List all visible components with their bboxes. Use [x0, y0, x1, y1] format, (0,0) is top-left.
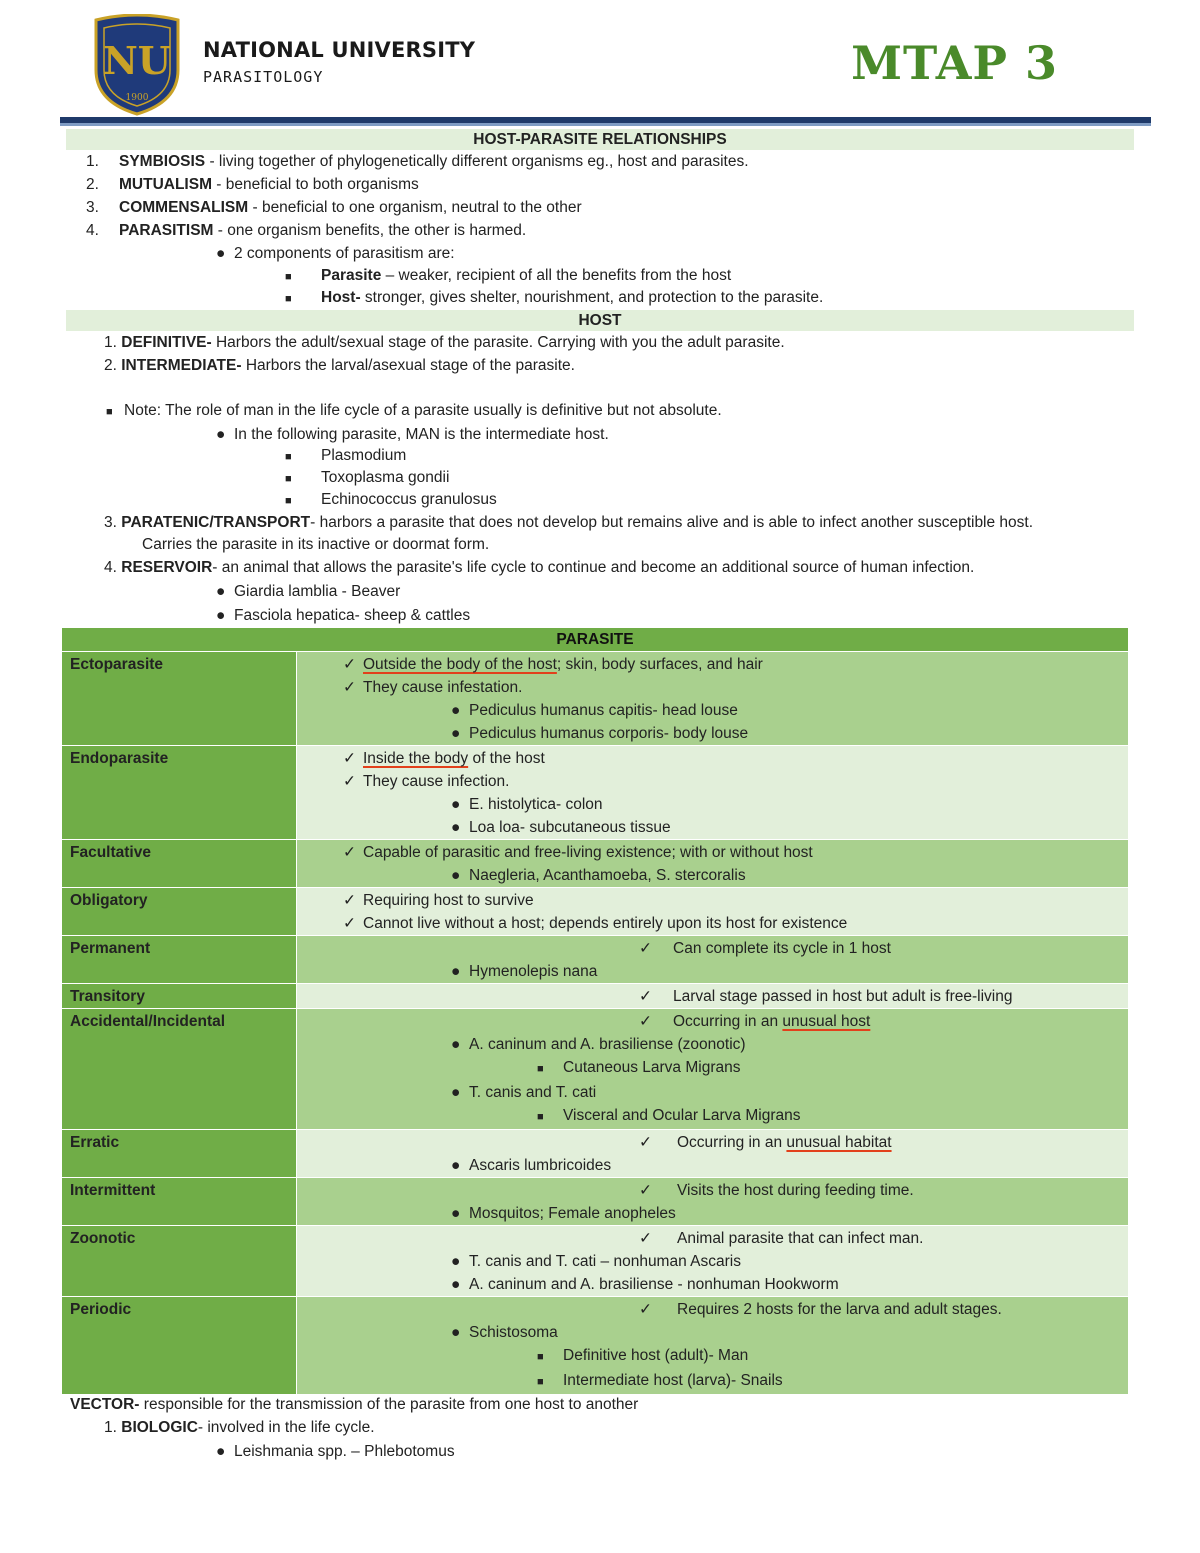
table-row — [62, 1130, 1129, 1178]
table-header-row — [62, 628, 1129, 652]
row-content: ✓ Outside the body of the host; skin, body surfaces, and hair ✓ They cause infestation. ● Pediculus humanus capitis- head louse ● Pediculus humanus corporis- body louse — [297, 652, 1129, 746]
row-label: Zoonotic — [62, 1226, 297, 1297]
list-item: ● 2 components of parasitism are: — [216, 243, 455, 265]
parasite-title: PARASITE — [62, 628, 1129, 652]
row-label: Ectoparasite — [62, 652, 297, 746]
list-item: ● Fasciola hepatica- sheep & cattles — [216, 605, 470, 627]
bullet-icon: ● — [451, 796, 461, 813]
row-content: ✓ Larval stage passed in host but adult is free-living — [297, 984, 1129, 1009]
bullet-icon: ● — [451, 725, 461, 742]
table-row — [62, 1226, 1129, 1297]
logo-year: 1900 — [125, 93, 149, 103]
bullet-icon: ● — [216, 426, 226, 443]
table-row — [62, 746, 1129, 840]
table-row — [62, 1009, 1129, 1130]
row-content: ✓ Occurring in an unusual habitat ● Ascaris lumbricoides — [297, 1130, 1129, 1178]
list-item: ● Leishmania spp. – Phlebotomus — [216, 1441, 455, 1463]
row-label: Obligatory — [62, 888, 297, 936]
list-item: ● In the following parasite, MAN is the intermediate host. — [216, 424, 609, 446]
bullet-icon: ● — [451, 1084, 461, 1101]
check-icon: ✓ — [639, 1134, 652, 1151]
row-label: Accidental/Incidental — [62, 1009, 297, 1130]
table-row — [62, 936, 1129, 984]
row-label: Facultative — [62, 840, 297, 888]
square-bullet-icon: ■ — [285, 473, 292, 485]
page-header — [0, 0, 1200, 125]
university-name: NATIONAL UNIVERSITY — [203, 38, 476, 62]
check-icon: ✓ — [639, 940, 652, 957]
row-content: ✓ Capable of parasitic and free-living existence; with or without host ● Naegleria, Acanthamoeba, S. stercoralis — [297, 840, 1129, 888]
square-bullet-icon: ■ — [537, 1063, 544, 1075]
table-row — [62, 888, 1129, 936]
row-label: Erratic — [62, 1130, 297, 1178]
bullet-icon: ● — [216, 607, 226, 624]
row-label: Transitory — [62, 984, 297, 1009]
header-rule-accent — [60, 123, 1151, 126]
list-item: 4. PARASITISM - one organism benefits, the other is harmed. — [86, 222, 527, 239]
square-bullet-icon: ■ — [285, 495, 292, 507]
list-item: 1. SYMBIOSIS - living together of phylogenetically different organisms eg., host and parasites. — [86, 153, 749, 170]
row-label: Periodic — [62, 1297, 297, 1395]
square-bullet-icon: ■ — [285, 293, 292, 305]
bullet-icon: ● — [216, 1443, 226, 1460]
list-item: ■ Toxoplasma gondii — [285, 467, 449, 490]
bullet-icon: ● — [451, 1276, 461, 1293]
course-code: MTAP 3 — [851, 36, 1058, 90]
hpr-title: HOST-PARASITE RELATIONSHIPS — [66, 129, 1134, 150]
check-icon: ✓ — [639, 1230, 652, 1247]
list-item: ■ Host- stronger, gives shelter, nourishment, and protection to the parasite. — [285, 287, 823, 310]
bullet-icon: ● — [451, 819, 461, 836]
logo-letters: NU — [103, 38, 171, 83]
row-content: ✓ Requires 2 hosts for the larva and adult stages. ● Schistosoma ■ Definitive host (adult)- Man ■ Intermediate host (larva)- Snails — [297, 1297, 1129, 1395]
square-bullet-icon: ■ — [537, 1351, 544, 1363]
list-item: ■ Plasmodium — [285, 445, 406, 468]
square-bullet-icon: ■ — [285, 271, 292, 283]
university-logo — [92, 14, 182, 116]
check-icon: ✓ — [343, 844, 356, 861]
subject-name: PARASITOLOGY — [203, 68, 324, 86]
bullet-icon: ● — [451, 702, 461, 719]
list-item: 4. RESERVOIR- an animal that allows the parasite's life cycle to continue and become an additional source of human infection. — [104, 559, 975, 576]
check-icon: ✓ — [639, 1013, 652, 1030]
row-content: ✓ Occurring in an unusual host ● A. caninum and A. brasiliense (zoonotic) ■ Cutaneous Larva Migrans ● T. canis and T. cati ■ Visceral and Ocular Larva Migrans — [297, 1009, 1129, 1130]
list-item: ● Giardia lamblia - Beaver — [216, 581, 400, 603]
bullet-icon: ● — [451, 1157, 461, 1174]
table-row — [62, 984, 1129, 1009]
check-icon: ✓ — [343, 656, 356, 673]
check-icon: ✓ — [343, 773, 356, 790]
row-content: ✓ Animal parasite that can infect man. ● T. canis and T. cati – nonhuman Ascaris ● A. caninum and A. brasiliense - nonhuman Hookworm — [297, 1226, 1129, 1297]
square-bullet-icon: ■ — [537, 1111, 544, 1123]
bullet-icon: ● — [451, 1324, 461, 1341]
row-content: ✓ Can complete its cycle in 1 host ● Hymenolepis nana — [297, 936, 1129, 984]
list-item: ■ Parasite – weaker, recipient of all the benefits from the host — [285, 265, 731, 288]
check-icon: ✓ — [343, 679, 356, 696]
list-item: ■ Echinococcus granulosus — [285, 489, 497, 512]
table-row — [62, 1178, 1129, 1226]
list-item: 3. COMMENSALISM - beneficial to one organism, neutral to the other — [86, 199, 582, 216]
square-bullet-icon: ■ — [106, 406, 113, 418]
host-title: HOST — [66, 310, 1134, 331]
square-bullet-icon: ■ — [285, 451, 292, 463]
row-content: ✓ Inside the body of the host ✓ They cause infection. ● E. histolytica- colon ● Loa loa- subcutaneous tissue — [297, 746, 1129, 840]
bullet-icon: ● — [451, 1036, 461, 1053]
vector-definition: VECTOR- responsible for the transmission of the parasite from one host to another — [70, 1396, 639, 1413]
table-row — [62, 652, 1129, 746]
list-item: 2. INTERMEDIATE- Harbors the larval/asexual stage of the parasite. — [104, 357, 575, 374]
square-bullet-icon: ■ — [537, 1376, 544, 1388]
bullet-icon: ● — [451, 1253, 461, 1270]
list-item: 1. DEFINITIVE- Harbors the adult/sexual stage of the parasite. Carrying with you the adult parasite. — [104, 334, 785, 351]
check-icon: ✓ — [343, 750, 356, 767]
list-item: 1. BIOLOGIC- involved in the life cycle. — [104, 1419, 375, 1436]
bullet-icon: ● — [451, 1205, 461, 1222]
row-label: Endoparasite — [62, 746, 297, 840]
bullet-icon: ● — [216, 245, 226, 262]
note: ■ Note: The role of man in the life cycle of a parasite usually is definitive but not absolute. — [106, 400, 722, 423]
check-icon: ✓ — [639, 1301, 652, 1318]
parasite-table — [61, 627, 1129, 1395]
check-icon: ✓ — [639, 1182, 652, 1199]
bullet-icon: ● — [451, 963, 461, 980]
check-icon: ✓ — [639, 988, 652, 1005]
list-item: 3. PARATENIC/TRANSPORT- harbors a parasite that does not develop but remains alive and is able to infect another susceptible host. — [104, 514, 1034, 531]
row-label: Intermittent — [62, 1178, 297, 1226]
bullet-icon: ● — [451, 867, 461, 884]
check-icon: ✓ — [343, 892, 356, 909]
table-row — [62, 1297, 1129, 1395]
row-label: Permanent — [62, 936, 297, 984]
check-icon: ✓ — [343, 915, 356, 932]
list-item-continued: Carries the parasite in its inactive or doormat form. — [142, 536, 490, 553]
row-content: ✓ Requiring host to survive ✓ Cannot live without a host; depends entirely upon its host for existence — [297, 888, 1129, 936]
row-content: ✓ Visits the host during feeding time. ● Mosquitos; Female anopheles — [297, 1178, 1129, 1226]
list-item: 2. MUTUALISM - beneficial to both organisms — [86, 176, 419, 193]
bullet-icon: ● — [216, 583, 226, 600]
table-row — [62, 840, 1129, 888]
